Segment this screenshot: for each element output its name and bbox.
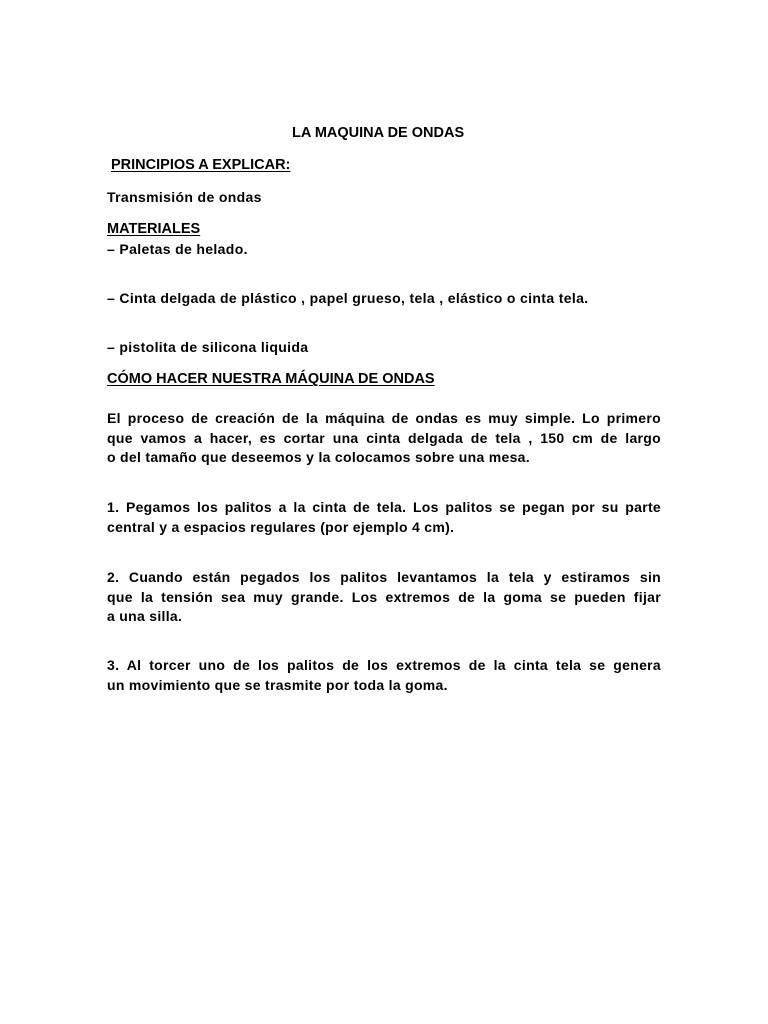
paragraph-line: central y a espacios regulares (por ejemplo 4 cm).	[107, 518, 455, 535]
paragraph-line: que la tensión sea muy grande. Los extremos de la goma se pueden fijar	[107, 588, 661, 605]
materials-heading: MATERIALES	[107, 221, 201, 237]
paragraph-line: a una silla.	[107, 608, 183, 624]
principles-text: Transmisión de ondas	[107, 189, 262, 205]
paragraph-line: 3. Al torcer uno de los palitos de los extremos de la cinta tela se genera	[107, 657, 661, 673]
material-item: – Paletas de helado.	[107, 241, 248, 257]
paragraph-line: El proceso de creación de la máquina de ondas es muy simple. Lo primero	[107, 410, 661, 426]
paragraph-line: o del tamaño que deseemos y la colocamos sobre una mesa.	[107, 449, 530, 465]
paragraph-line: 1. Pegamos los palitos a la cinta de tela. Los palitos se pegan por su parte	[107, 499, 661, 515]
paragraph-line: que vamos a hacer, es cortar una cinta delgada de tela , 150 cm de largo	[107, 429, 661, 446]
intro-paragraph	[107, 409, 661, 468]
howto-heading: CÓMO HACER NUESTRA MÁQUINA DE ONDAS	[107, 371, 435, 387]
step-1-paragraph	[107, 498, 661, 537]
paragraph-line: un movimiento que se trasmite por toda la goma.	[107, 676, 448, 693]
paragraph-line: 2. Cuando están pegados los palitos levantamos la tela y estiramos sin	[107, 569, 661, 585]
step-3-paragraph	[107, 656, 661, 695]
document-title: LA MAQUINA DE ONDAS	[292, 125, 465, 141]
material-item: – Cinta delgada de plástico , papel grueso, tela , elástico o cinta tela.	[107, 290, 589, 306]
principles-heading: PRINCIPIOS A EXPLICAR:	[111, 157, 291, 173]
material-item: – pistolita de silicona liquida	[107, 339, 309, 355]
step-2-paragraph	[107, 568, 661, 627]
